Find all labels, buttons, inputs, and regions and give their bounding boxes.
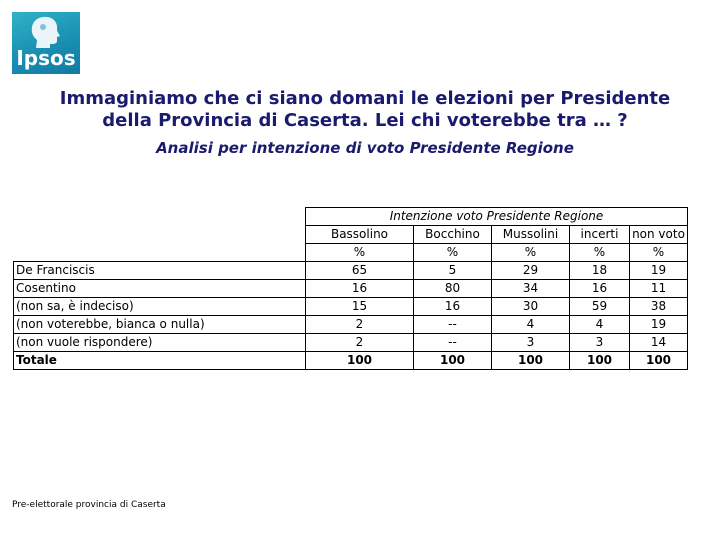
total-cell: 100	[570, 352, 630, 370]
column-header-incerti: incerti	[570, 226, 630, 244]
table-cell: 2	[306, 334, 414, 352]
table-row	[14, 262, 688, 280]
table-cell: 19	[630, 316, 688, 334]
total-cell: 100	[414, 352, 492, 370]
table-cell: 2	[306, 316, 414, 334]
table-cell: 11	[630, 280, 688, 298]
table-cell: 29	[492, 262, 570, 280]
row-label: Cosentino	[14, 280, 306, 298]
row-label: (non sa, è indeciso)	[14, 298, 306, 316]
table-cell: 5	[414, 262, 492, 280]
table-cell: --	[414, 316, 492, 334]
table-cell: 4	[570, 316, 630, 334]
column-header-non-voto: non voto	[630, 226, 688, 244]
question-title-line1: Immaginiamo che ci siano domani le elezioni per Presidente	[59, 88, 671, 109]
total-cell: 100	[306, 352, 414, 370]
group-header-row	[14, 208, 688, 226]
row-label: De Franciscis	[14, 262, 306, 280]
table-cell: 16	[306, 280, 414, 298]
table-cell: 16	[414, 298, 492, 316]
table-cell: 16	[570, 280, 630, 298]
table-cell: 30	[492, 298, 570, 316]
table-cell: 15	[306, 298, 414, 316]
table-cell: 18	[570, 262, 630, 280]
row-label: (non vuole rispondere)	[14, 334, 306, 352]
column-header-bocchino: Bocchino	[414, 226, 492, 244]
ipsos-logo	[12, 12, 80, 74]
row-label: (non voterebbe, bianca o nulla)	[14, 316, 306, 334]
unit-cell: %	[492, 244, 570, 262]
table-cell: --	[414, 334, 492, 352]
table-row	[14, 334, 688, 352]
results-table	[13, 207, 688, 370]
table-cell: 3	[570, 334, 630, 352]
unit-row	[14, 244, 688, 262]
unit-cell: %	[570, 244, 630, 262]
unit-cell: %	[306, 244, 414, 262]
column-header-row	[14, 226, 688, 244]
unit-cell: %	[414, 244, 492, 262]
table-cell: 3	[492, 334, 570, 352]
analysis-subtitle: Analisi per intenzione di voto Presidente Regione	[156, 139, 574, 157]
question-title-line2: della Provincia di Caserta. Lei chi voterebbe tra … ?	[102, 110, 628, 131]
column-header-bassolino: Bassolino	[306, 226, 414, 244]
table-cell: 38	[630, 298, 688, 316]
table-cell: 80	[414, 280, 492, 298]
table-row	[14, 298, 688, 316]
table-cell: 19	[630, 262, 688, 280]
table-cell: 34	[492, 280, 570, 298]
total-label: Totale	[14, 352, 306, 370]
table-cell: 65	[306, 262, 414, 280]
table-row	[14, 280, 688, 298]
total-cell: 100	[630, 352, 688, 370]
table-row	[14, 316, 688, 334]
table-cell: 4	[492, 316, 570, 334]
unit-cell: %	[630, 244, 688, 262]
group-header: Intenzione voto Presidente Regione	[306, 208, 688, 226]
column-header-mussolini: Mussolini	[492, 226, 570, 244]
table-cell: 59	[570, 298, 630, 316]
source-footer: Pre-elettorale provincia di Caserta	[12, 500, 166, 510]
total-row	[14, 352, 688, 370]
total-cell: 100	[492, 352, 570, 370]
table-cell: 14	[630, 334, 688, 352]
head-profile-icon	[30, 15, 62, 49]
logo-text: Ipsos	[16, 46, 76, 70]
